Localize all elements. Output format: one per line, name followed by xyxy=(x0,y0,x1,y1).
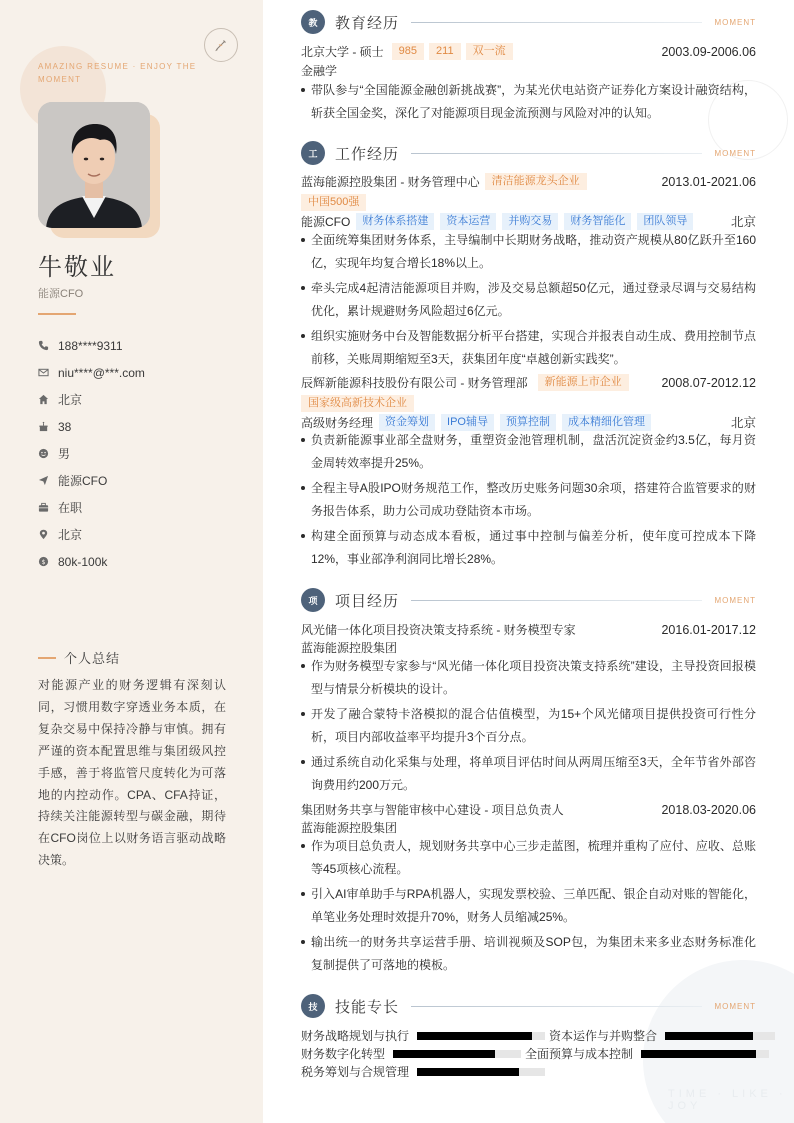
projects-badge: 项 xyxy=(301,588,325,612)
edit-button[interactable] xyxy=(204,28,238,62)
company-tag: 清洁能源龙头企业 xyxy=(485,173,587,190)
info-home: 北京 xyxy=(38,386,238,413)
info-age: 38 xyxy=(38,413,238,440)
info-target-role: 能源CFO xyxy=(38,467,238,494)
gender-icon xyxy=(38,448,58,459)
section-title: 教育经历 xyxy=(335,14,400,32)
job-bullets xyxy=(301,229,756,373)
skill-bar xyxy=(417,1068,545,1076)
phone-icon xyxy=(38,340,58,351)
role-divider xyxy=(38,313,76,315)
project-bullets xyxy=(301,655,756,799)
section-skills-header xyxy=(301,994,756,1018)
skill-item xyxy=(301,1045,521,1062)
skill-name: 财务数字化转型 xyxy=(301,1047,386,1061)
job-header xyxy=(301,173,756,190)
list-item: 作为项目总负责人，规划财务共享中心三步走蓝图，梳理并重构了应付、应收、总账等45项核心流程。 xyxy=(301,835,756,880)
project-org: 蓝海能源控股集团 xyxy=(301,641,398,655)
project-org: 蓝海能源控股集团 xyxy=(301,821,398,835)
tagline: AMAZING RESUME · ENJOY THE MOMENT xyxy=(38,62,197,84)
skill-bar-fill xyxy=(641,1050,756,1058)
skill-tag: 财务体系搭建 xyxy=(356,213,434,230)
section-education-header xyxy=(301,10,756,34)
project-header xyxy=(301,801,756,818)
info-location: 北京 xyxy=(38,521,238,548)
pen-icon xyxy=(214,38,228,52)
job-date: 2013.01-2021.06 xyxy=(661,174,756,189)
job-bullets xyxy=(301,429,756,573)
list-item: 开发了融合蒙特卡洛模拟的混合估值模型，为15+个风光储项目提供投资可行性分析，项目内部收益率平均提升3个百分点。 xyxy=(301,703,756,748)
skill-item xyxy=(301,1063,545,1080)
company-name: 辰辉新能源科技股份有限公司 - 财务管理部 xyxy=(301,376,528,390)
candidate-role: 能源CFO xyxy=(38,288,84,300)
education-date: 2003.09-2006.06 xyxy=(661,44,756,59)
skill-name: 资本运作与并购整合 xyxy=(549,1029,658,1043)
skill-tag: 团队领导 xyxy=(637,213,693,230)
company-name: 蓝海能源控股集团 - 财务管理中心 xyxy=(301,175,480,189)
skill-tag: 财务智能化 xyxy=(564,213,631,230)
school-tag: 211 xyxy=(429,43,461,60)
project-date: 2016.01-2017.12 xyxy=(661,622,756,637)
list-item: 全程主导A股IPO财务规范工作，整改历史账务问题30余项，搭建符合监管要求的财务报告体系，助力公司成功登陆资本市场。 xyxy=(301,477,756,522)
summary-dash xyxy=(38,657,56,659)
company-tag: 新能源上市企业 xyxy=(538,374,629,391)
job-location: 北京 xyxy=(730,416,756,430)
section-work-header xyxy=(301,141,756,165)
company-tag: 中国500强 xyxy=(301,194,366,211)
job-date: 2008.07-2012.12 xyxy=(661,375,756,390)
education-row xyxy=(301,43,756,60)
candidate-name: 牛敬业 xyxy=(38,254,116,281)
skill-tag: 并购交易 xyxy=(502,213,558,230)
education-bullets xyxy=(301,79,756,127)
skill-tag: IPO辅导 xyxy=(441,414,494,431)
skill-item xyxy=(525,1045,769,1062)
list-item: 作为财务模型专家参与“风光储一体化项目投资决策支持系统”建设，主导投资回报模型与情景分析模块的设计。 xyxy=(301,655,756,700)
info-gender: 男 xyxy=(38,440,238,467)
list-item: 组织实施财务中台及智能数据分析平台搭建，实现合并报表自动生成、费用控制节点前移，关账周期缩短至3天，获集团年度“卓越创新实践奖”。 xyxy=(301,325,756,370)
school-tag: 985 xyxy=(392,43,424,60)
sidebar xyxy=(0,0,263,1123)
skill-bar-fill xyxy=(417,1068,519,1076)
list-item: 带队参与“全国能源金融创新挑战赛”，为某光伏电站资产证券化方案设计融资结构，斩获全国金奖，深化了对能源项目现金流预测与风险对冲的认知。 xyxy=(301,79,756,124)
list-item: 全面统筹集团财务体系，主导编制中长期财务战略，推动资产规模从80亿跃升至160亿，实现年均复合增长18%以上。 xyxy=(301,229,756,274)
skill-tag: 资金筹划 xyxy=(379,414,435,431)
school-name: 北京大学 - 硕士 xyxy=(301,45,384,59)
section-projects-header xyxy=(301,588,756,612)
svg-text:$: $ xyxy=(41,557,46,566)
skill-bar-fill xyxy=(417,1032,532,1040)
skill-tag: 资本运营 xyxy=(440,213,496,230)
section-title: 项目经历 xyxy=(335,592,400,610)
job-position: 高级财务经理 xyxy=(301,415,374,430)
work-badge: 工 xyxy=(301,141,325,165)
skill-item xyxy=(549,1027,775,1044)
skill-name: 税务筹划与合规管理 xyxy=(301,1065,410,1079)
skill-bar xyxy=(665,1032,775,1040)
education-major: 金融学 xyxy=(301,64,338,78)
skill-tag: 预算控制 xyxy=(500,414,556,431)
job-tag-row xyxy=(301,395,756,412)
section-title: 工作经历 xyxy=(335,145,400,163)
skill-name: 财务战略规划与执行 xyxy=(301,1029,410,1043)
section-divider xyxy=(411,600,702,601)
job-position: 能源CFO xyxy=(301,214,351,229)
section-divider xyxy=(411,1006,702,1007)
info-phone: 188****9311 xyxy=(38,332,238,359)
skill-bar xyxy=(393,1050,521,1058)
skills-badge: 技 xyxy=(301,994,325,1018)
send-icon xyxy=(38,475,58,486)
list-item: 牵头完成4起清洁能源项目并购，涉及交易总额超50亿元，通过登录尽调与交易结构优化，累计规避财务风险超过6亿元。 xyxy=(301,277,756,322)
project-name: 集团财务共享与智能审核中心建设 - 项目总负责人 xyxy=(301,803,564,817)
mail-icon xyxy=(38,367,58,378)
avatar xyxy=(38,102,150,228)
skill-bar xyxy=(417,1032,545,1040)
salary-icon xyxy=(38,556,58,567)
company-tag: 国家级高新技术企业 xyxy=(301,395,414,412)
location-icon xyxy=(38,529,58,540)
moment-label: MOMENT xyxy=(714,148,756,158)
moment-label: MOMENT xyxy=(714,595,756,605)
section-divider xyxy=(411,153,702,154)
skill-item xyxy=(301,1027,545,1044)
list-item: 构建全面预算与动态成本看板，通过事中控制与偏差分析，使年度可控成本下降12%，事业部净利润同比增长28%。 xyxy=(301,525,756,570)
education-badge: 教 xyxy=(301,10,325,34)
watermark: TIME · LIKE · JOY xyxy=(668,1088,787,1112)
project-header xyxy=(301,621,756,638)
summary-heading: 个人总结 xyxy=(38,648,120,667)
skill-tag: 成本精细化管理 xyxy=(562,414,651,431)
job-location: 北京 xyxy=(730,215,756,229)
briefcase-icon xyxy=(38,502,58,513)
skill-bar xyxy=(641,1050,769,1058)
project-date: 2018.03-2020.06 xyxy=(661,802,756,817)
cake-icon xyxy=(38,421,58,432)
project-bullets xyxy=(301,835,756,979)
list-item: 通过系统自动化采集与处理，将单项目评估时间从两周压缩至3天，全年节省外部咨询费用约200万元。 xyxy=(301,751,756,796)
info-status: 在职 xyxy=(38,494,238,521)
info-salary: $ 80k-100k xyxy=(38,548,238,575)
job-header xyxy=(301,374,756,391)
section-title: 技能专长 xyxy=(335,998,400,1016)
summary-text: 对能源产业的财务逻辑有深刻认同，习惯用数字穿透业务本质，在复杂交易中保持冷静与审慎。拥有严谨的资本配置思维与集团级风控手感，善于将监管尺度转化为可落地的内控动作。CPA、CFA持证，持续关注能源转型与碳金融，期待在CFO岗位上以财务语言驱动战略决策。 xyxy=(38,678,226,868)
skill-bar-fill xyxy=(665,1032,753,1040)
info-email: niu****@***.com xyxy=(38,359,238,386)
moment-label: MOMENT xyxy=(714,1001,756,1011)
home-icon xyxy=(38,394,58,405)
list-item: 引入AI审单助手与RPA机器人，实现发票校验、三单匹配、银企自动对账的智能化，单笔业务处理时效提升70%，财务人员缩减25%。 xyxy=(301,883,756,928)
moment-label: MOMENT xyxy=(714,17,756,27)
skill-bar-fill xyxy=(393,1050,495,1058)
section-divider xyxy=(411,22,702,23)
project-name: 风光储一体化项目投资决策支持系统 - 财务模型专家 xyxy=(301,623,576,637)
main-content xyxy=(263,0,794,1123)
list-item: 负责新能源事业部全盘财务，重塑资金池管理机制，盘活沉淀资金约3.5亿，每月资金周转效率提升25%。 xyxy=(301,429,756,474)
job-position-row xyxy=(301,212,756,230)
skill-name: 全面预算与成本控制 xyxy=(525,1047,634,1061)
list-item: 输出统一的财务共享运营手册、培训视频及SOP包，为集团未来多业态财务标准化复制提供了可落地的模板。 xyxy=(301,931,756,976)
school-tag: 双一流 xyxy=(466,43,513,60)
job-tag-row xyxy=(301,194,756,211)
contact-info-list xyxy=(38,332,238,575)
